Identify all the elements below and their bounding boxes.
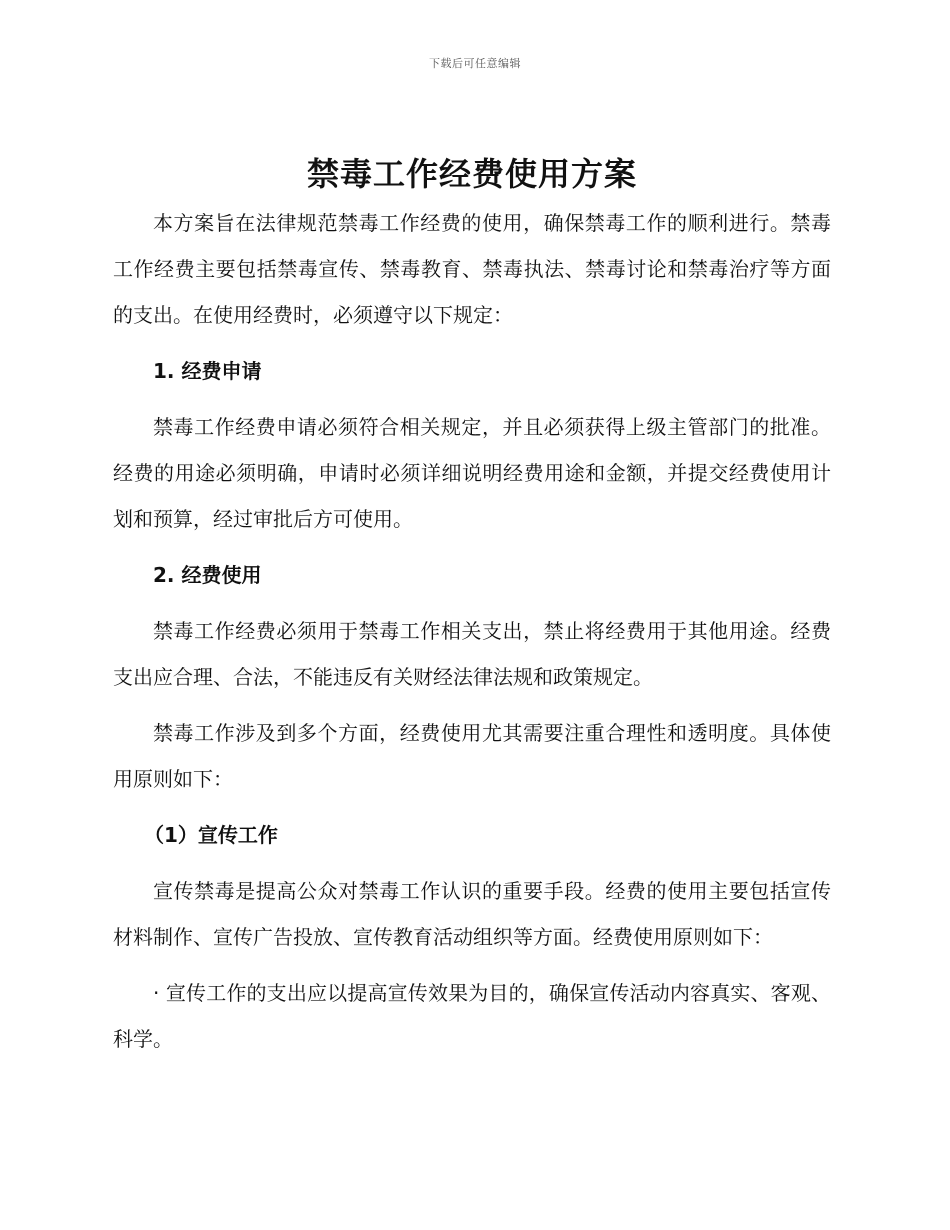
header-note: 下载后可任意编辑 xyxy=(429,57,521,70)
application-paragraph: 禁毒工作经费申请必须符合相关规定，并且必须获得上级主管部门的批准。经费的用途必须明确，申请时必须详细说明经费用途和金额，并提交经费使用计划和预算，经过审批后方可使用。 xyxy=(113,415,831,531)
section-heading-usage: 2. 经费使用 xyxy=(153,563,262,587)
intro-paragraph: 本方案旨在法律规范禁毒工作经费的使用，确保禁毒工作的顺利进行。禁毒工作经费主要包括禁毒宣传、禁毒教育、禁毒执法、禁毒讨论和禁毒治疗等方面的支出。在使用经费时，必须遵守以下规定： xyxy=(113,211,831,327)
document-title: 禁毒工作经费使用方案 xyxy=(306,155,637,193)
usage-paragraph-2: 禁毒工作涉及到多个方面，经费使用尤其需要注重合理性和透明度。具体使用原则如下： xyxy=(113,721,831,791)
document-body xyxy=(113,148,831,1062)
usage-paragraph-1: 禁毒工作经费必须用于禁毒工作相关支出，禁止将经费用于其他用途。经费支出应合理、合法，不能违反有关财经法律法规和政策规定。 xyxy=(113,619,831,689)
publicity-paragraph: 宣传禁毒是提高公众对禁毒工作认识的重要手段。经费的使用主要包括宣传材料制作、宣传广告投放、宣传教育活动组织等方面。经费使用原则如下： xyxy=(113,879,831,949)
section-heading-application: 1. 经费申请 xyxy=(153,359,262,383)
publicity-bullet-item: · 宣传工作的支出应以提高宣传效果为目的，确保宣传活动内容真实、客观、科学。 xyxy=(113,981,831,1051)
subsection-heading-publicity: （1）宣传工作 xyxy=(144,823,278,847)
